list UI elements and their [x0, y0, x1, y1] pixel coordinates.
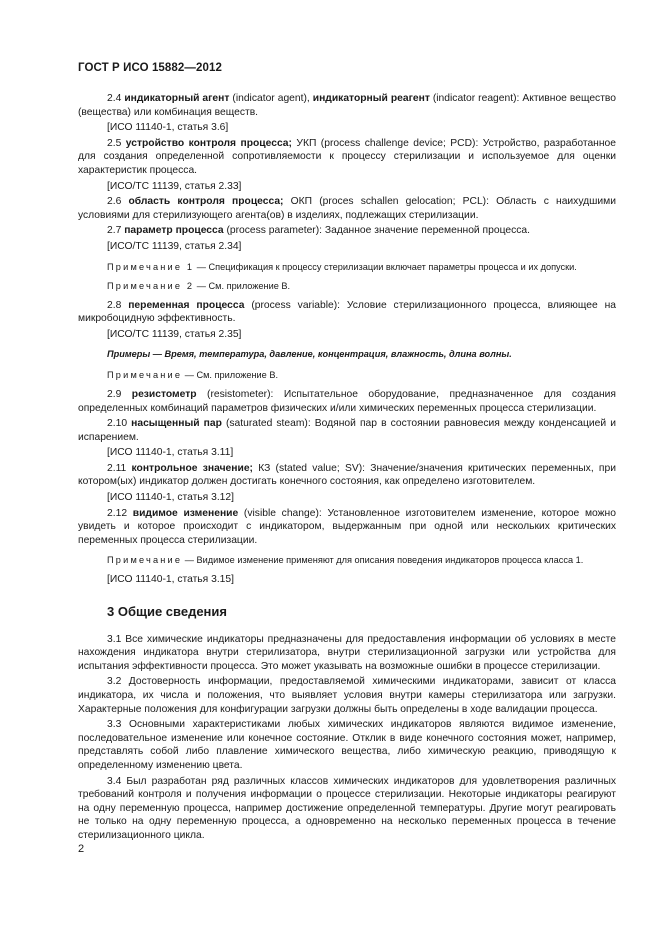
document-header: ГОСТ Р ИСО 15882—2012	[78, 62, 223, 74]
clause-number: 2.6	[107, 196, 122, 208]
definition-text: (saturated steam): Водяной пар в состоянии равновесия между конденсацией и испарением.	[78, 418, 616, 443]
reference: [ИСО 11140-1, статья 3.15]	[107, 574, 234, 586]
note	[78, 369, 616, 381]
note-text: — См. приложение В.	[182, 369, 279, 380]
definition-text: (visible change): Установленное изготовителем изменение, которое можно увидеть и которое происходит с индикатором, выдержанным при одной или нескольких критических переменных процесса стерилизации.	[78, 507, 616, 546]
definition-text: (process variable): Условие стерилизационного процесса, влияющее на микробоцидную эффективность.	[78, 299, 616, 325]
term: переменная процесса	[128, 299, 245, 311]
definition-2-7	[78, 224, 616, 238]
reference: [ИСО/ТС 11139, статья 2.33]	[107, 180, 242, 192]
term: насыщенный пар	[131, 418, 222, 430]
clause-number: 2.9	[107, 388, 122, 400]
definition-text: УКП (process challenge device; PCD): Устройство, разработанное для создания определенной сопротивляемости к процессу стерилизации и используемое для оценки характеристик процесса.	[78, 137, 616, 176]
definition-2-8	[78, 299, 616, 326]
definition-text: ОКП (proces schallen gelocation; PCL): Область с наихудшими условиями для стерилизующего агента(ов) в изделиях, подлежащих стерилизации.	[78, 196, 616, 221]
note-label: Примечание 1	[107, 261, 195, 272]
reference: [ИСО 11140-1, статья 3.12]	[107, 492, 234, 504]
clause-number: 2.7	[107, 225, 122, 237]
term: видимое изменение	[132, 507, 239, 519]
term-translation: (indicator agent),	[229, 93, 313, 104]
term: устройство контроля процесса;	[125, 137, 292, 149]
clause-number: 2.4	[107, 93, 122, 104]
definition-2-11	[78, 462, 616, 489]
note-label: Примечание 2	[107, 280, 195, 291]
clause-number: 2.8	[107, 299, 122, 311]
reference: [ИСО/ТС 11139, статья 2.35]	[107, 328, 242, 340]
term: контрольное значение;	[131, 462, 253, 474]
section-heading: 3 Общие сведения	[107, 604, 227, 620]
definition-2-10	[78, 417, 616, 444]
paragraph-3-1: 3.1 Все химические индикаторы предназначены для предоставления информации об условиях в месте нахождения индикатора внутри стерилизатора, внутри стерилизационной загрузки или устройства для испытания эффективности процесса. Это может указывать на возможные ошибки в процессе стерилизации.	[78, 633, 616, 672]
reference: [ИСО 11140-1, статья 3.11]	[107, 447, 234, 459]
definition-2-12	[78, 507, 616, 548]
definition-text: (process parameter): Заданное значение переменной процесса.	[223, 225, 530, 237]
term: резистометр	[131, 388, 197, 400]
paragraph-3-2: 3.2 Достоверность информации, предоставляемой химическими индикаторами, зависит от класса индикатора, их числа и положения, что выявляет условия внутри камеры стерилизатора или загрузки. Характерные положения для конфигурации загрузки должны быть определены в ходе валидации процесса.	[78, 676, 616, 715]
examples: Примеры — Время, температура, давление, концентрация, влажность, длина волны.	[107, 349, 512, 360]
note	[78, 280, 616, 292]
clause-number: 2.12	[107, 507, 128, 519]
clause-number: 2.5	[107, 137, 122, 149]
paragraph-3-3: 3.3 Основными характеристиками любых химических индикаторов являются видимое изменение, последовательное изменение или конечное состояние. Отклик в виде конечного состояния может, например, представлять собой либо плавление химического вещества, либо химическую реакцию, приводящую к определенному изменению цвета.	[78, 719, 616, 771]
note-text: — См. приложение В.	[194, 280, 291, 291]
definition-2-9	[78, 388, 616, 415]
note	[78, 261, 616, 273]
definition-text: (indicator reagent): Активное вещество (вещества) или комбинация веществ.	[78, 93, 616, 118]
term: параметр процесса	[124, 225, 224, 237]
definition-2-6	[78, 195, 616, 222]
note-label: Примечание	[107, 369, 183, 380]
definition-text: (resistometer): Испытательное оборудование, предназначенное для создания определенных комбинаций параметров физических и/или химических переменных процесса стерилизации.	[78, 388, 616, 414]
clause-number: 2.11	[107, 462, 127, 474]
note-text: — Видимое изменение применяют для описания поведения индикаторов процесса класса 1.	[182, 555, 584, 566]
definition-text: КЗ (stated value; SV): Значение/значения критических переменных, при котором(ых) индикатор должен достигать конечного состояния, как определено изготовителем.	[78, 462, 616, 488]
page-number: 2	[78, 843, 85, 855]
reference: [ИСО 11140-1, статья 3.6]	[107, 122, 229, 134]
note-label: Примечание	[107, 555, 183, 566]
reference: [ИСО/ТС 11139, статья 2.34]	[107, 240, 242, 252]
note-text: — Спецификация к процессу стерилизации включает параметры процесса и их допуски.	[194, 261, 577, 272]
paragraph-3-4: 3.4 Был разработан ряд различных классов химических индикаторов для удовлетворения различных требований контроля и получения информации о процессе стерилизации. Некоторые индикаторы реагируют на одну переменную процесса, например достижение определенной температуры. Другие могут реагировать не только на одну переменную процесса, а одновременно на несколько переменных процесса в течение стерилизационного цикла.	[78, 775, 616, 841]
term: индикаторный реагент	[312, 93, 430, 104]
document-body	[78, 92, 616, 845]
clause-number: 2.10	[107, 418, 128, 430]
term: область контроля процесса;	[128, 196, 284, 208]
note	[78, 554, 616, 566]
definition-2-5	[78, 137, 616, 178]
term: индикаторный агент	[124, 93, 230, 104]
definition-2-4	[78, 92, 616, 119]
